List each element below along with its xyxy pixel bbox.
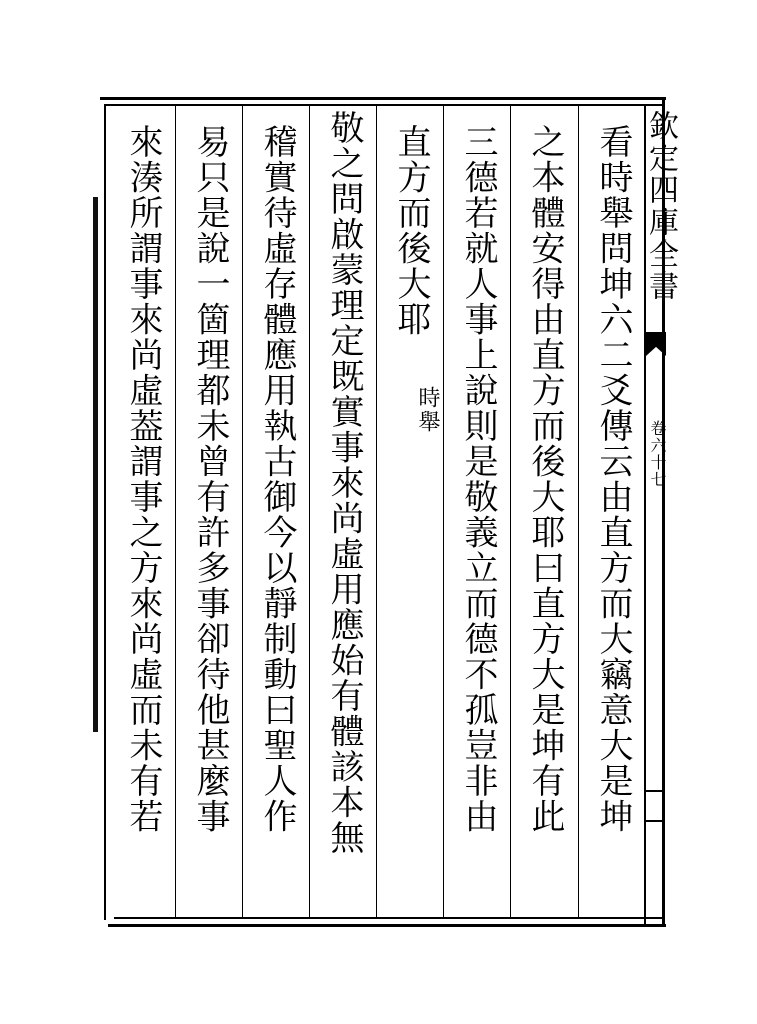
column-divider — [309, 106, 310, 918]
column-divider — [242, 106, 243, 918]
margin-tick — [646, 820, 664, 822]
text-column-1: 看時舉問坤六二爻傳云由直方而大竊意大是坤 — [593, 124, 633, 834]
text-column-4: 直方而後大耶 — [391, 124, 431, 337]
frame-top-outer-rule — [100, 97, 666, 100]
fishtail-mark-icon — [646, 332, 666, 356]
column-divider — [578, 106, 579, 918]
text-column-6: 稽實待虛存體應用執古御今以靜制動曰聖人作 — [257, 124, 297, 834]
text-column-8: 來湊所謂事來尚虛葢謂事之方來尚虛而未有若 — [123, 124, 163, 834]
text-column-3: 三德若就人事上說則是敬義立而德不孤豈非由 — [458, 124, 498, 834]
column-divider — [376, 106, 377, 918]
juan-number: 卷六十七 — [648, 420, 667, 488]
margin-tick — [646, 790, 664, 792]
text-column-7: 易只是說一箇理都未曾有許多事卻待他甚麼事 — [190, 124, 230, 834]
column-divider — [443, 106, 444, 918]
binding-gutter-shadow — [93, 197, 98, 732]
text-column-2: 之本體安得由直方而後大耶曰直方大是坤有此 — [525, 124, 565, 834]
frame-bottom-outer-rule — [108, 924, 666, 927]
text-column-5: 敬之問啟蒙理定既實事來尚虛用應始有體該本無 — [324, 110, 364, 856]
column-divider — [510, 106, 511, 918]
book-title: 欽定四庫全書 — [643, 110, 678, 302]
column-divider — [175, 106, 176, 918]
frame-left-rule — [104, 104, 106, 920]
attribution-note: 時舉 — [415, 386, 440, 434]
frame-top-inner-rule — [104, 104, 664, 106]
frame-bottom-inner-rule — [114, 917, 664, 919]
